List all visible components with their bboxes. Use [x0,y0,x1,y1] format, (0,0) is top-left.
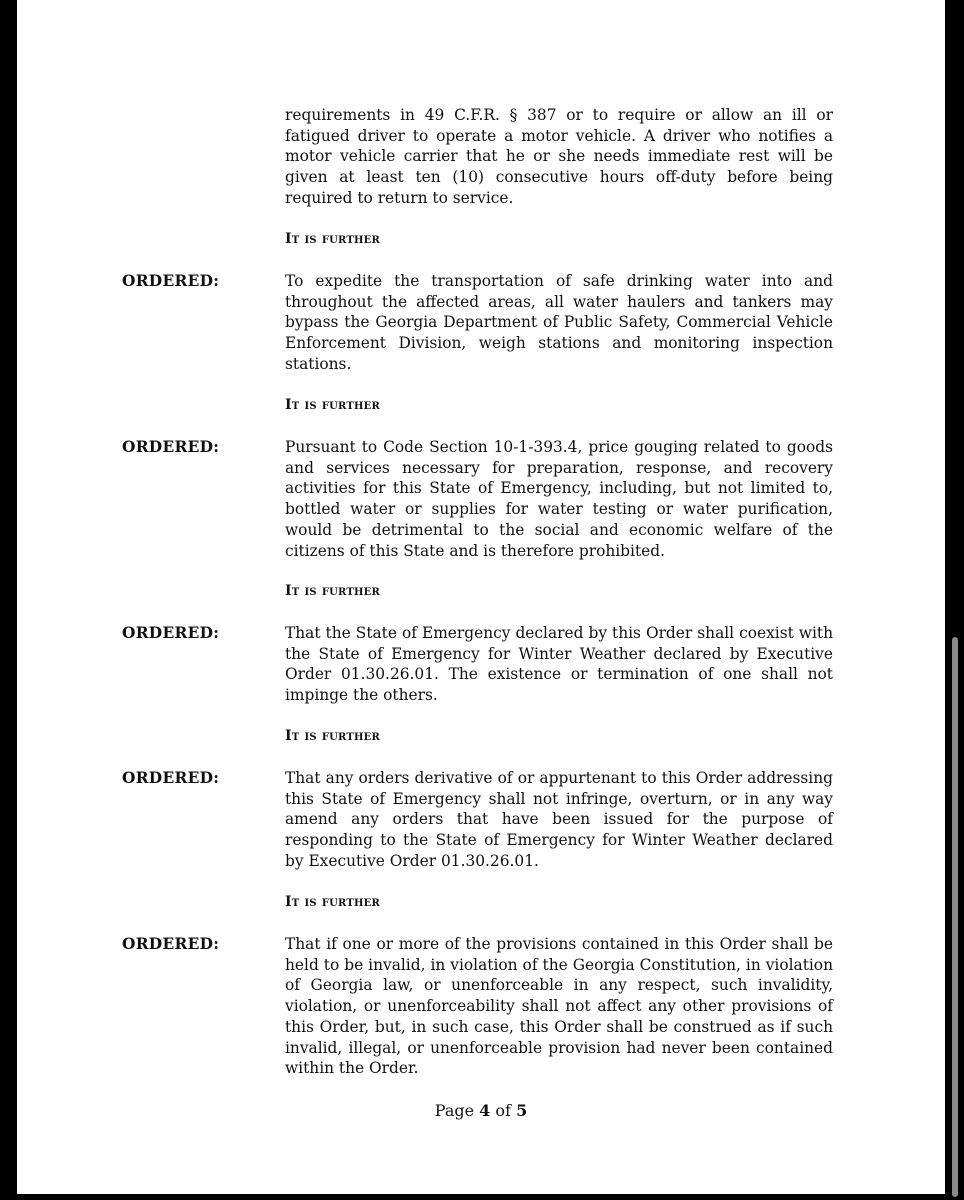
page-total: 5 [516,1101,528,1120]
it-is-further-heading: It is further [285,894,381,910]
order-paragraph-coexist: That the State of Emergency declared by this Order shall coexist with the State of Emergency for Winter Weather declared by Executive Order 01.30.26.01. The existence or termination of one shall not impinge the others. [285,624,833,705]
page-number-footer [17,1101,945,1120]
page-current: 4 [479,1101,491,1120]
document-page [17,0,945,1194]
of-label: of [495,1101,511,1120]
scrollbar-thumb[interactable] [952,637,958,1197]
order-paragraph-derivative-orders: That any orders derivative of or appurtenant to this Order addressing this State of Emergency shall not infringe, overturn, or in any way amend any orders that have been issued for the purpose of responding to the State of Emergency for Winter Weather declared by Executive Order 01.30.26.01. [285,769,833,870]
it-is-further-heading: It is further [285,397,381,413]
paragraph-continued: requirements in 49 C.F.R. § 387 or to require or allow an ill or fatigued driver to operate a motor vehicle. A driver who notifies a motor vehicle carrier that he or she needs immediate rest will be given at least ten (10) consecutive hours off-duty before being required to return to service. [285,106,833,207]
ordered-label: ORDERED: [122,624,220,642]
order-paragraph-severability: That if one or more of the provisions contained in this Order shall be held to be invalid, in violation of the Georgia Constitution, in violation of Georgia law, or unenforceable in any respect, such invalidity, violation, or unenforceability shall not affect any other provisions of this Order, but, in such case, this Order shall be construed as if such invalid, illegal, or unenforceable provision had never been contained within the Order. [285,935,833,1078]
order-paragraph-water-haulers: To expedite the transportation of safe drinking water into and throughout the affected areas, all water haulers and tankers may bypass the Georgia Department of Public Safety, Commercial Vehicle Enforcement Division, weigh stations and monitoring inspection stations. [285,272,833,373]
it-is-further-heading: It is further [285,583,381,599]
page-label: Page [434,1101,475,1120]
it-is-further-heading: It is further [285,231,381,247]
ordered-label: ORDERED: [122,438,220,456]
order-paragraph-price-gouging: Pursuant to Code Section 10-1-393.4, price gouging related to goods and services necessary for preparation, response, and recovery activities for this State of Emergency, including, but not limited to, bottled water or supplies for water testing or water purification, would be detrimental to the social and economic welfare of the citizens of this State and is therefore prohibited. [285,438,833,560]
it-is-further-heading: It is further [285,728,381,744]
ordered-label: ORDERED: [122,272,220,290]
ordered-label: ORDERED: [122,769,220,787]
ordered-label: ORDERED: [122,935,220,953]
